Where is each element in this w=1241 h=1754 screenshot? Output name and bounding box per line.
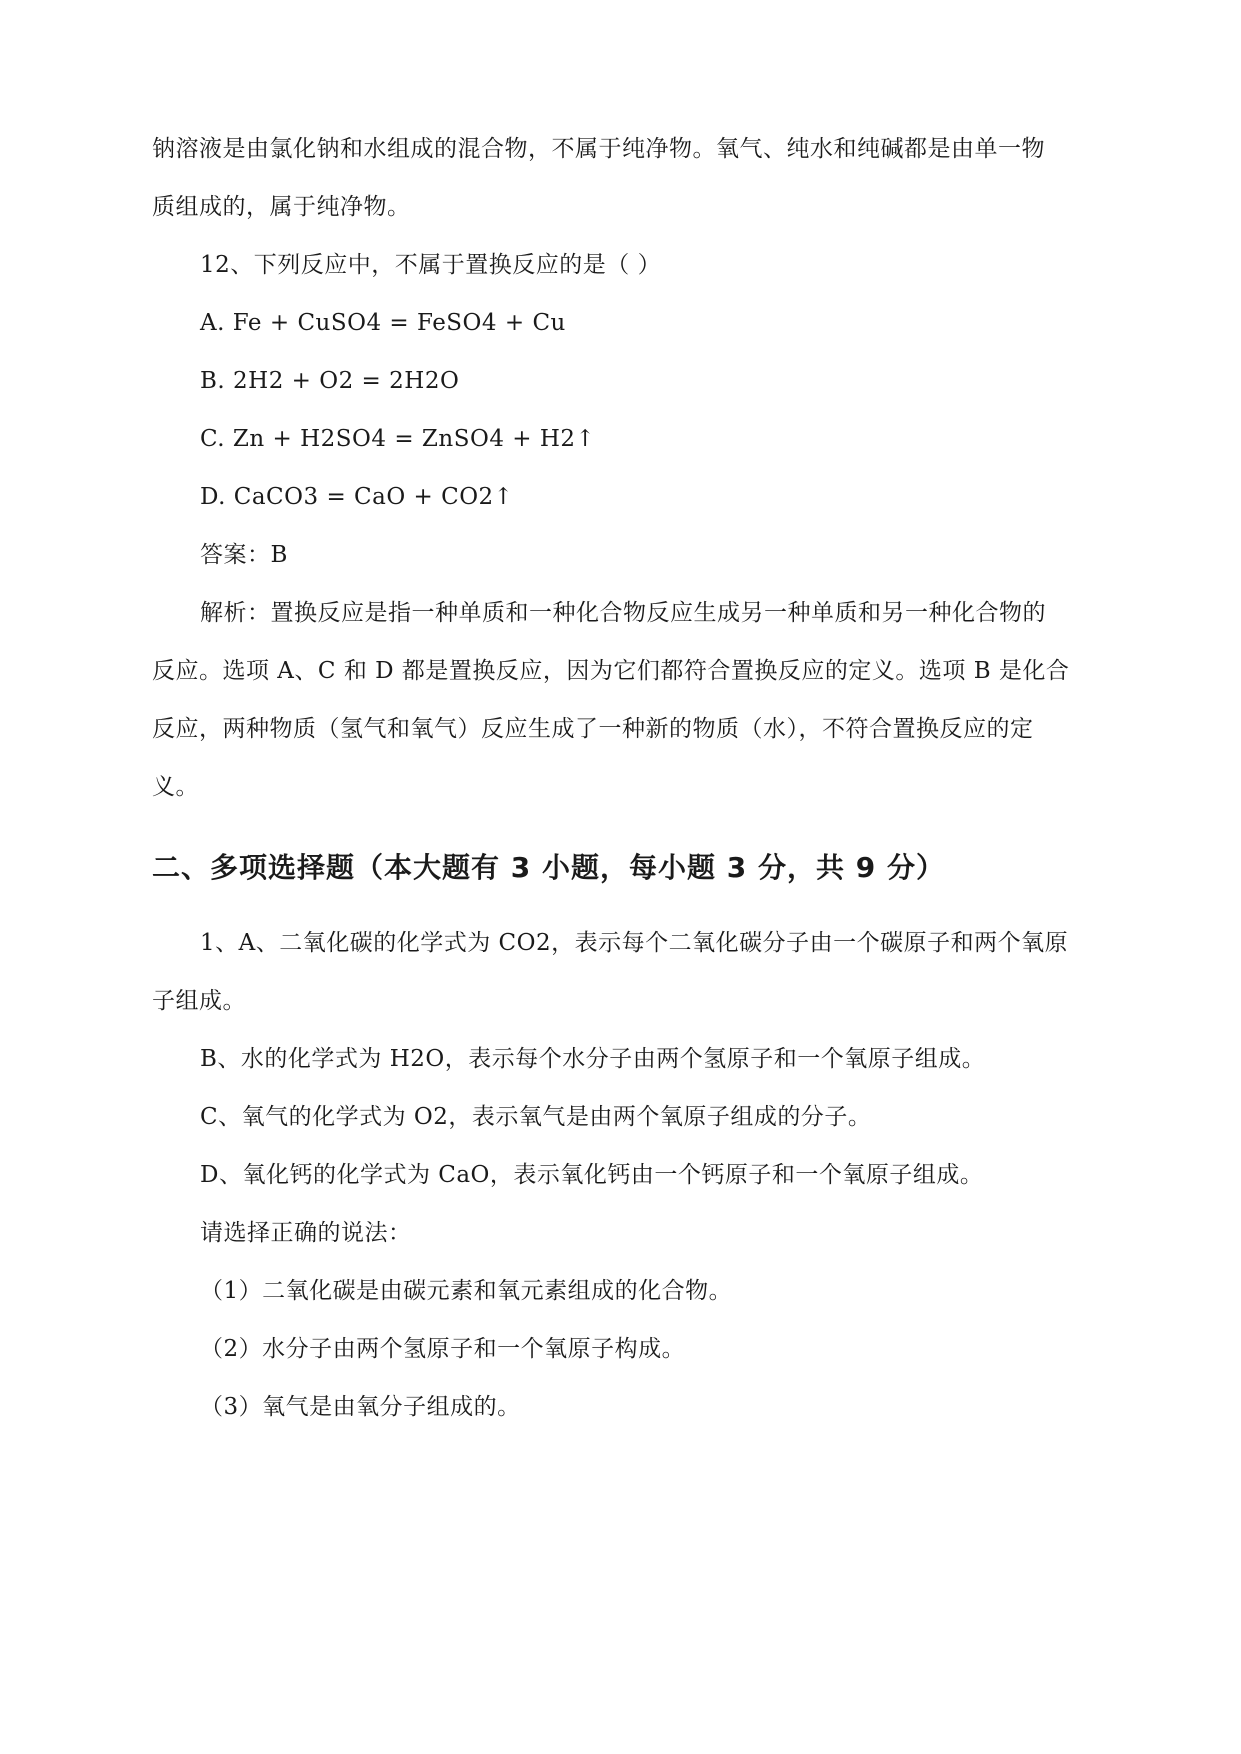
q12-option-b: B. 2H2 + O2 = 2H2O <box>200 368 460 394</box>
q12-option-a: A. Fe + CuSO4 = FeSO4 + Cu <box>200 310 566 336</box>
q12-answer: 答案：B <box>200 542 288 568</box>
q12-analysis-line-3: 反应，两种物质（氢气和氧气）反应生成了一种新的物质（水），不符合置换反应的定 <box>152 716 1034 742</box>
mq1-prompt: 请选择正确的说法： <box>200 1220 412 1246</box>
q12-analysis-line-4: 义。 <box>152 774 199 800</box>
mq1-option-a-line-1: 1、A、二氧化碳的化学式为 CO2，表示每个二氧化碳分子由一个碳原子和两个氧原 <box>200 930 1069 956</box>
mq1-option-d: D、氧化钙的化学式为 CaO，表示氧化钙由一个钙原子和一个氧原子组成。 <box>200 1162 984 1188</box>
section-heading-multiple-choice: 二、多项选择题（本大题有 3 小题，每小题 3 分，共 9 分） <box>152 851 945 884</box>
document-page <box>152 0 1092 1754</box>
q12-analysis-line-2: 反应。选项 A、C 和 D 都是置换反应，因为它们都符合置换反应的定义。选项 B 是化合 <box>152 658 1070 684</box>
mq1-option-b: B、水的化学式为 H2O，表示每个水分子由两个氢原子和一个氧原子组成。 <box>200 1046 986 1072</box>
mq1-option-c: C、氧气的化学式为 O2，表示氧气是由两个氧原子组成的分子。 <box>200 1104 872 1130</box>
q12-option-c: C. Zn + H2SO4 = ZnSO4 + H2↑ <box>200 426 596 452</box>
mq1-statement-2: （2）水分子由两个氢原子和一个氧原子构成。 <box>200 1336 686 1362</box>
mq1-statement-3: （3）氧气是由氧分子组成的。 <box>200 1394 521 1420</box>
q12-analysis-line-1: 解析：置换反应是指一种单质和一种化合物反应生成另一种单质和另一种化合物的 <box>200 600 1046 626</box>
q12-option-d: D. CaCO3 = CaO + CO2↑ <box>200 484 514 510</box>
question-12: 12、下列反应中，不属于置换反应的是（ ） <box>200 252 662 278</box>
mq1-option-a-line-2: 子组成。 <box>152 988 246 1014</box>
continuation-line-1: 钠溶液是由氯化钠和水组成的混合物，不属于纯净物。氧气、纯水和纯碱都是由单一物 <box>152 136 1045 162</box>
continuation-line-2: 质组成的，属于纯净物。 <box>152 194 411 220</box>
mq1-statement-1: （1）二氧化碳是由碳元素和氧元素组成的化合物。 <box>200 1278 733 1304</box>
